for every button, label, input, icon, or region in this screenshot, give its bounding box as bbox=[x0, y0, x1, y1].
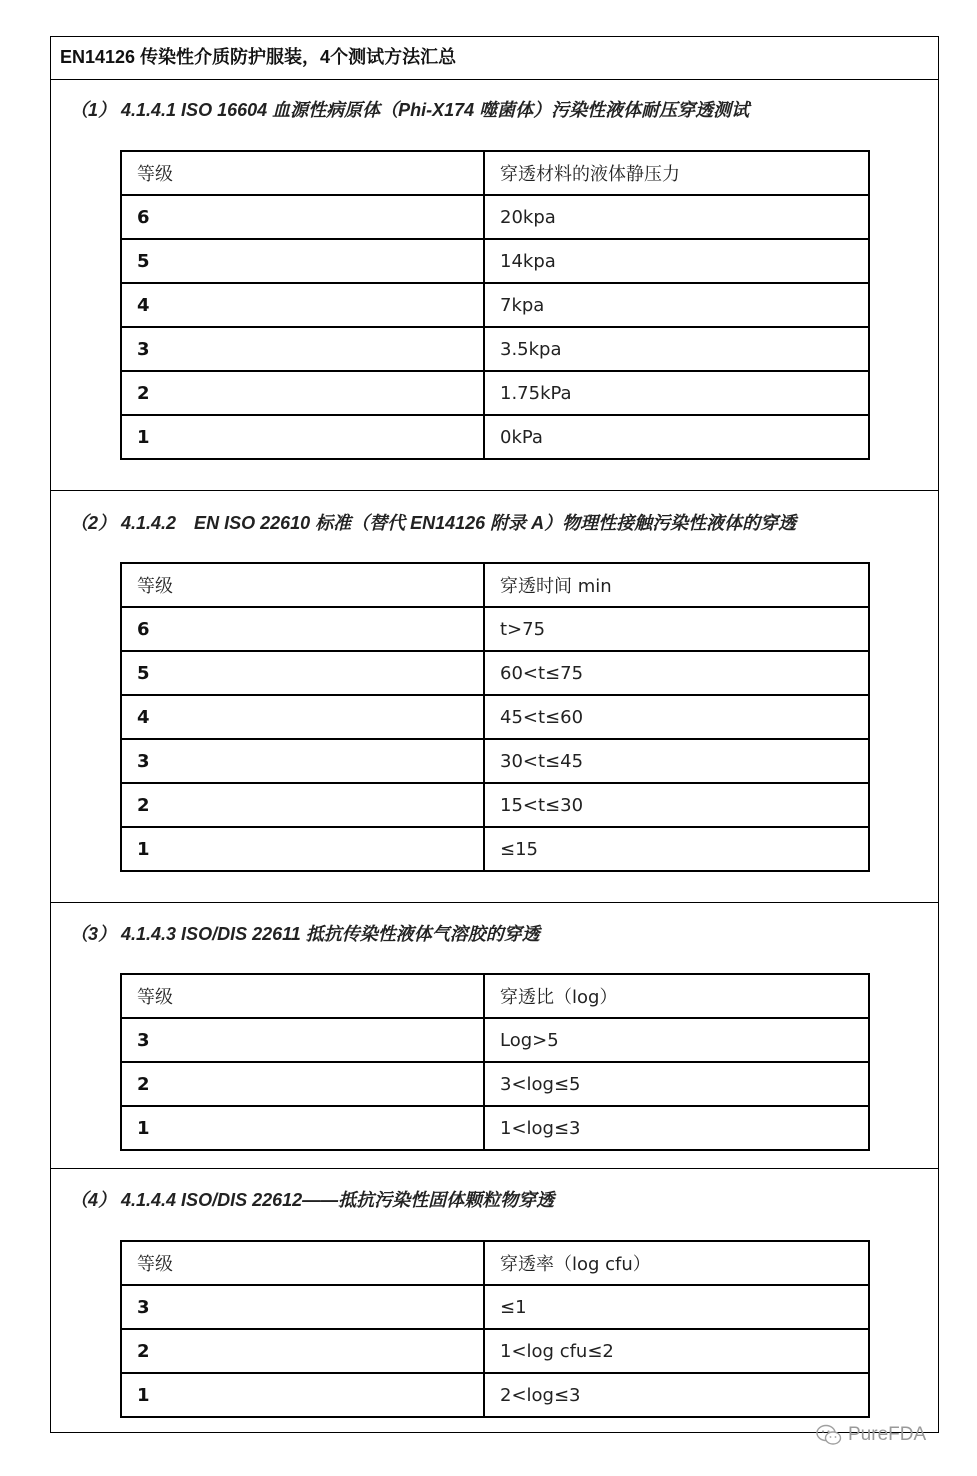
grade-cell: 3 bbox=[121, 1285, 484, 1329]
value-cell: 30<t≤45 bbox=[484, 739, 869, 783]
grade-cell: 3 bbox=[121, 327, 484, 371]
grade-cell: 2 bbox=[121, 783, 484, 827]
section-divider bbox=[50, 902, 939, 903]
table-row bbox=[121, 651, 869, 695]
table-row bbox=[121, 327, 869, 371]
grade-cell: 5 bbox=[121, 651, 484, 695]
table-row bbox=[121, 283, 869, 327]
value-cell: 14kpa bbox=[484, 239, 869, 283]
grade-cell: 2 bbox=[121, 371, 484, 415]
grade-cell: 6 bbox=[121, 607, 484, 651]
table-row bbox=[121, 239, 869, 283]
table-row bbox=[121, 1329, 869, 1373]
section-heading-4: （4） 4.1.4.4 ISO/DIS 22612——抵抗污染性固体颗粒物穿透 bbox=[70, 1190, 555, 1210]
table-row bbox=[121, 415, 869, 459]
page-title: EN14126 传染性介质防护服装，4个测试方法汇总 bbox=[50, 36, 939, 80]
table-header-row bbox=[121, 563, 869, 607]
column-header-value: 穿透率（log cfu） bbox=[484, 1241, 869, 1285]
table-row bbox=[121, 1106, 869, 1150]
value-cell: Log>5 bbox=[484, 1018, 869, 1062]
value-cell: 15<t≤30 bbox=[484, 783, 869, 827]
table-header-row bbox=[121, 151, 869, 195]
table-row bbox=[121, 607, 869, 651]
value-cell: 2<log≤3 bbox=[484, 1373, 869, 1417]
watermark bbox=[816, 1424, 926, 1446]
section-divider bbox=[50, 490, 939, 491]
section-heading-3: （3） 4.1.4.3 ISO/DIS 22611 抵抗传染性液体气溶胶的穿透 bbox=[70, 924, 540, 944]
column-header-value: 穿透比（log） bbox=[484, 974, 869, 1018]
grade-cell: 4 bbox=[121, 695, 484, 739]
grade-cell: 5 bbox=[121, 239, 484, 283]
column-header-grade: 等级 bbox=[121, 563, 484, 607]
value-cell: 7kpa bbox=[484, 283, 869, 327]
section-heading-2: （2） 4.1.4.2 EN ISO 22610 标准（替代 EN14126 附录 A）物理性接触污染性液体的穿透 bbox=[70, 513, 797, 533]
table-row bbox=[121, 1373, 869, 1417]
table-row bbox=[121, 371, 869, 415]
grade-cell: 1 bbox=[121, 827, 484, 871]
grade-table-4 bbox=[120, 1240, 870, 1418]
grade-cell: 2 bbox=[121, 1062, 484, 1106]
table-header-row bbox=[121, 974, 869, 1018]
column-header-value: 穿透时间 min bbox=[484, 563, 869, 607]
value-cell: 1<log cfu≤2 bbox=[484, 1329, 869, 1373]
value-cell: 1.75kPa bbox=[484, 371, 869, 415]
table-row bbox=[121, 195, 869, 239]
grade-table-3 bbox=[120, 973, 870, 1151]
wechat-icon bbox=[816, 1424, 842, 1446]
grade-cell: 1 bbox=[121, 415, 484, 459]
table-row bbox=[121, 739, 869, 783]
table-row bbox=[121, 783, 869, 827]
value-cell: 1<log≤3 bbox=[484, 1106, 869, 1150]
table-header-row bbox=[121, 1241, 869, 1285]
section-heading-1: （1） 4.1.4.1 ISO 16604 血源性病原体（Phi-X174 噬菌体）污染性液体耐压穿透测试 bbox=[70, 100, 750, 120]
value-cell: ≤1 bbox=[484, 1285, 869, 1329]
grade-cell: 1 bbox=[121, 1106, 484, 1150]
value-cell: 45<t≤60 bbox=[484, 695, 869, 739]
grade-table-1 bbox=[120, 150, 870, 460]
grade-cell: 3 bbox=[121, 1018, 484, 1062]
value-cell: t>75 bbox=[484, 607, 869, 651]
grade-table-2 bbox=[120, 562, 870, 872]
grade-cell: 3 bbox=[121, 739, 484, 783]
grade-cell: 6 bbox=[121, 195, 484, 239]
watermark-text: PureFDA bbox=[848, 1424, 927, 1445]
grade-cell: 4 bbox=[121, 283, 484, 327]
table-row bbox=[121, 1285, 869, 1329]
table-row bbox=[121, 827, 869, 871]
section-divider bbox=[50, 1168, 939, 1169]
column-header-grade: 等级 bbox=[121, 1241, 484, 1285]
value-cell: 0kPa bbox=[484, 415, 869, 459]
value-cell: ≤15 bbox=[484, 827, 869, 871]
table-row bbox=[121, 1018, 869, 1062]
value-cell: 3.5kpa bbox=[484, 327, 869, 371]
grade-cell: 2 bbox=[121, 1329, 484, 1373]
value-cell: 3<log≤5 bbox=[484, 1062, 869, 1106]
table-row bbox=[121, 695, 869, 739]
value-cell: 60<t≤75 bbox=[484, 651, 869, 695]
grade-cell: 1 bbox=[121, 1373, 484, 1417]
column-header-grade: 等级 bbox=[121, 974, 484, 1018]
column-header-value: 穿透材料的液体静压力 bbox=[484, 151, 869, 195]
column-header-grade: 等级 bbox=[121, 151, 484, 195]
value-cell: 20kpa bbox=[484, 195, 869, 239]
table-row bbox=[121, 1062, 869, 1106]
